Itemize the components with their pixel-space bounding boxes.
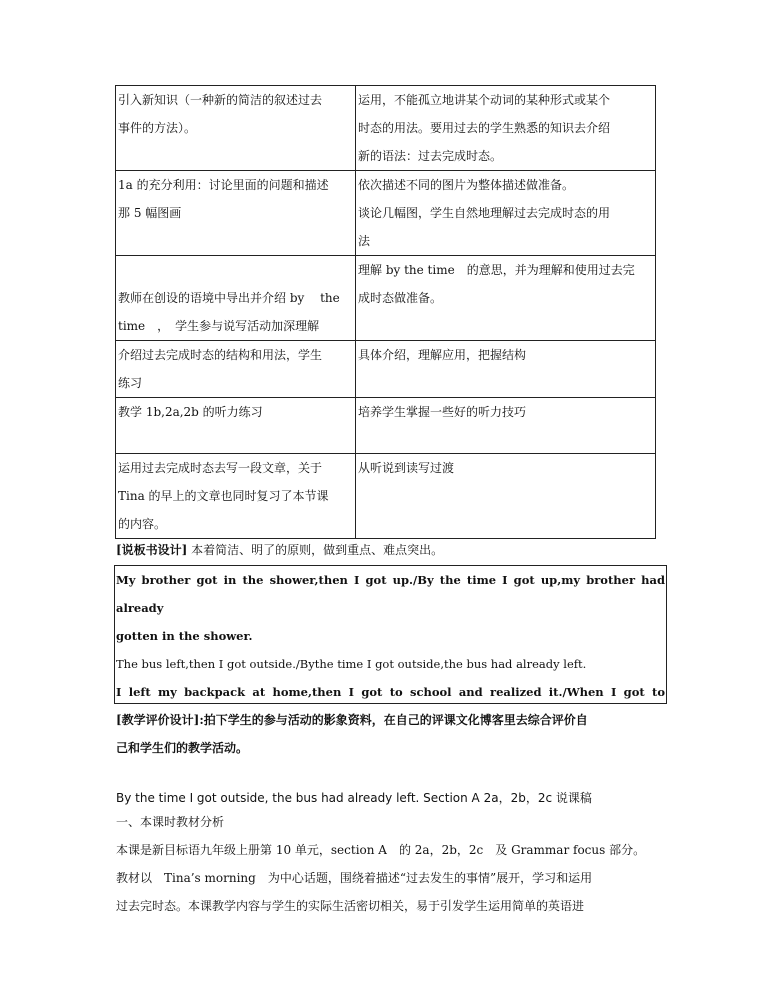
cell-text: 时态的用法。要用过去的学生熟悉的知识去介绍 — [358, 121, 611, 135]
cell-text: 的内容。 — [118, 517, 167, 531]
cell-text: 依次描述不同的图片为整体描述做准备。 — [358, 178, 575, 192]
cell-text: time ， 学生参与说写活动加深理解 — [118, 319, 320, 333]
cell-text: 练习 — [118, 376, 143, 390]
cell-text: 事件的方法）。 — [118, 121, 197, 135]
heading-text: 本着简洁、明了的原则，做到重点、难点突出。 — [187, 543, 444, 557]
table-cell — [356, 256, 656, 341]
cell-text: 从听说到读写过渡 — [358, 461, 455, 475]
table-row — [116, 341, 656, 398]
heading-label: [说板书设计] — [116, 543, 188, 557]
evaluation-line: [教学评价设计]:拍下学生的参与活动的影象资料，在自己的评课文化博客里去综合评价自 — [116, 713, 588, 727]
table-cell — [116, 341, 356, 398]
table-cell — [116, 454, 356, 539]
body-line: 教材以 Tina’s morning 为中心话题，围绕着描述“过去发生的事情”展开，学习和运用 — [116, 871, 593, 885]
cell-text: 具体介绍，理解应用，把握结构 — [358, 348, 527, 362]
table-cell — [356, 171, 656, 256]
table-cell — [116, 86, 356, 171]
table-row — [116, 454, 656, 539]
section-heading: 一、本课时教材分析 — [116, 815, 225, 829]
cell-text: 运用，不能孤立地讲某个动词的某种形式或某个 — [358, 93, 611, 107]
table-row — [116, 398, 656, 454]
cell-text — [118, 256, 353, 284]
lesson-title: By the time I got outside, the bus had already left. Section A 2a，2b，2c 说课稿 — [116, 791, 592, 805]
cell-text: 引入新知识（一种新的简洁的叙述过去 — [118, 93, 323, 107]
table-cell — [356, 398, 656, 454]
board-line: I left my backpack at home,then I got to school and realized it./When I got to — [116, 685, 665, 699]
table-cell — [356, 341, 656, 398]
cell-text: Tina 的早上的文章也同时复习了本节课 — [118, 489, 329, 503]
cell-text: 法 — [358, 234, 371, 248]
board-design-heading — [116, 536, 443, 564]
cell-text: 教学 1b,2a,2b 的听力练习 — [118, 405, 263, 419]
board-line: My brother got in the shower,then I got up./By the time I got up,my brother had already — [116, 573, 665, 615]
cell-text: 运用过去完成时态去写一段文章，关于 — [118, 461, 323, 475]
cell-text: 教师在创设的语境中导出并介绍 by the — [118, 291, 340, 305]
board-design-box — [114, 565, 667, 704]
cell-text: 1a 的充分利用：讨论里面的问题和描述 — [118, 178, 329, 192]
cell-text: 培养学生掌握一些好的听力技巧 — [358, 405, 527, 419]
table-cell — [116, 171, 356, 256]
cell-text: 新的语法：过去完成时态。 — [358, 149, 503, 163]
lesson-plan-table — [115, 85, 656, 539]
table-cell — [116, 256, 356, 341]
cell-text: 介绍过去完成时态的结构和用法，学生 — [118, 348, 323, 362]
cell-text: 那 5 幅图画 — [118, 206, 182, 220]
table-cell — [356, 454, 656, 539]
body-line: 过去完时态。本课教学内容与学生的实际生活密切相关，易于引发学生运用简单的英语进 — [116, 899, 585, 913]
evaluation-design — [116, 706, 656, 762]
table-cell — [356, 86, 656, 171]
cell-text: 成时态做准备。 — [358, 291, 443, 305]
cell-text: 谈论几幅图，学生自然地理解过去完成时态的用 — [358, 206, 611, 220]
board-line: The bus left,then I got outside./Bythe time I got outside,the bus had already left. — [116, 657, 587, 671]
table-cell — [116, 398, 356, 454]
cell-text: 理解 by the time 的意思，并为理解和使用过去完 — [358, 263, 635, 277]
evaluation-line: 己和学生们的教学活动。 — [116, 741, 249, 755]
table-row — [116, 171, 656, 256]
body-line: 本课是新目标语九年级上册第 10 单元，section A 的 2a，2b，2c 及 Grammar focus 部分。 — [116, 843, 646, 857]
table-row — [116, 86, 656, 171]
board-line: gotten in the shower. — [116, 629, 253, 643]
table-row — [116, 256, 656, 341]
